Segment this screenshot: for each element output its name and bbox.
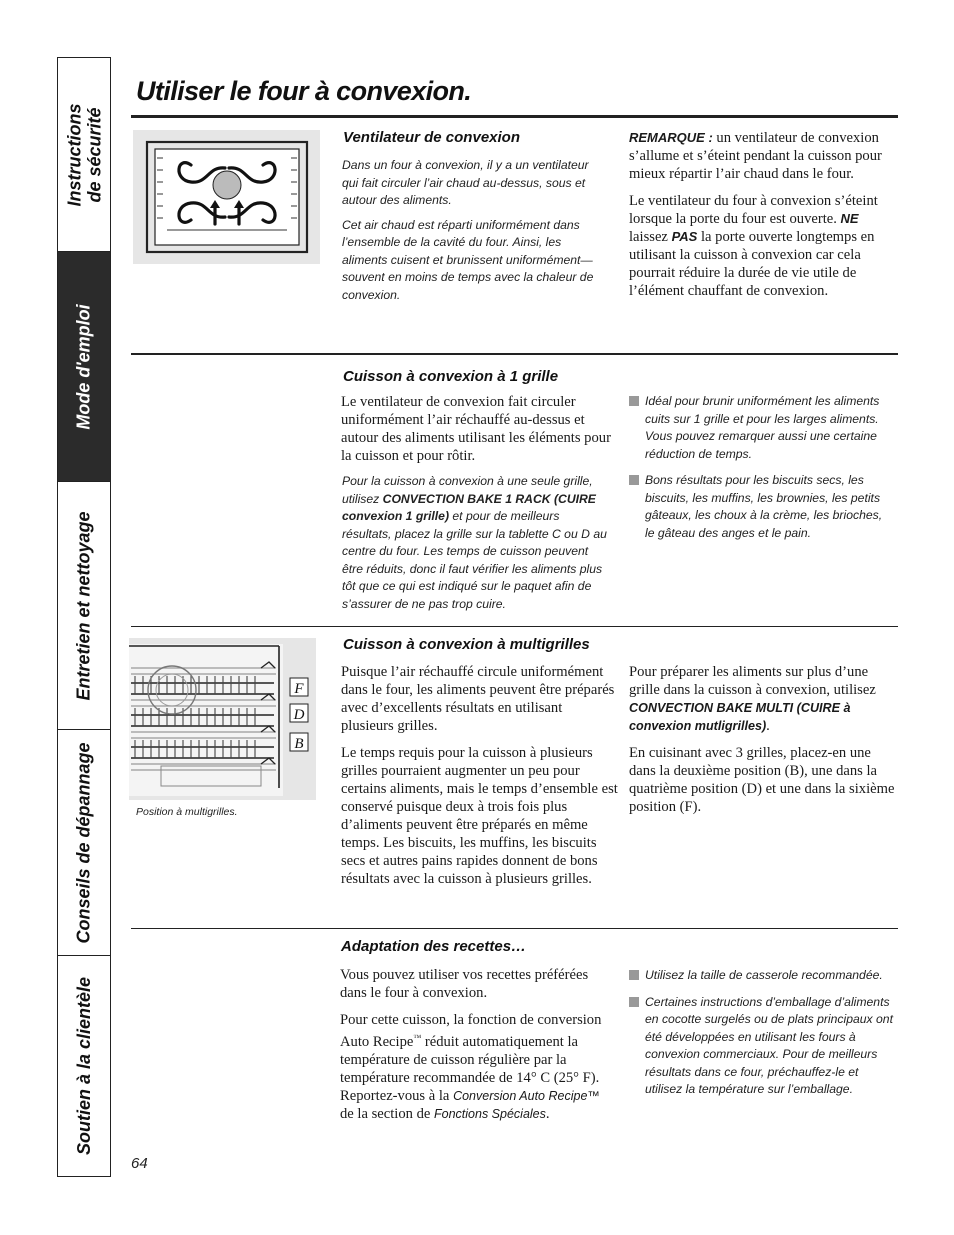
convection-bake-multi-label: CONVECTION BAKE MULTI (CUIRE à convexion mutligrilles) [629,701,851,733]
section-heading-adaptation: Adaptation des recettes… [341,938,527,955]
section3-paragraph: Puisque l’air réchauffé circule uniformément dans le four, les aliments peuvent être préparés avec d’excellents résultats en utilisant plusieurs grilles. [341,664,615,734]
bullet-item: Bons résultats pour les biscuits secs, les biscuits, les muffins, les brownies, les petits gâteaux, les choux à la crème, les brioches, le gâteau des anges et le pain. [629,472,894,542]
section3-body-right: Pour préparer les aliments sur plus d’une grille dans la cuisson à convexion, utilisez CONVECTION BAKE MULTI (CUIRE à convexion mutligrilles). En cuisinant avec 3 grilles, placez-en une dans la deuxième position (B), une dans la quatrième position (D) et une dans la sixième position (F). [629,663,900,825]
rack-label-d: D [293,707,305,723]
section4-bullets [629,967,897,1108]
side-navigation [57,57,111,1177]
section-heading-cuisson-1-grille: Cuisson à convexion à 1 grille [343,368,559,385]
section3-paragraph: Le temps requis pour la cuisson à plusieurs grilles pourraient augmenter un peu pour certains aliments, mais le temps d’ensemble est conservé puisque deux à trois fois plus d’aliments peuvent être préparés en même temps. Les biscuits, les muffins, les biscuits secs et autres pains rapides donnent de bons résultats avec la cuisson à plusieurs grilles. [341,745,618,887]
convection-bake-1-rack-label: CONVECTION BAKE 1 RACK (CUIRE convexion 1 grille) [342,491,596,523]
tab-label: Conseils de dépannage [74,741,94,944]
tab-label: Mode d'emploi [74,303,94,430]
section-heading-multigrilles: Cuisson à convexion à multigrilles [343,636,590,653]
section1-intro [342,157,608,311]
section-heading-ventilateur: Ventilateur de convexion [343,129,520,146]
section3-body-left [341,663,618,897]
tab-label: Soutien à la clientèle [74,976,94,1156]
tab-instructions-securite[interactable] [58,58,110,252]
remark-text: un ventilateur de convexion s’allume et s’éteint pendant la cuisson pour mieux répartir l’air chaud dans le four. [629,130,882,182]
bullet-square-icon [629,970,639,980]
section4-paragraph: Vous pouvez utiliser vos recettes préférées dans le four à convexion. [340,967,589,1001]
rack-label-b: B [294,736,304,752]
section2-instructions: Pour la cuisson à convexion à une seule grille, utilisez CONVECTION BAKE 1 RACK (CUIRE convexion 1 grille) et pour de meilleurs résultats, placez la grille sur la tablette C ou D au centre du four. Les temps de cuisson peuvent être réduits, donc il faut vérifier les aliments plus tôt que ce qui est indiqué sur le paquet afin de s’assurer de ne pas trop cuire. [342,474,607,611]
bullet-square-icon [629,997,639,1007]
rack-label-f: F [294,681,304,697]
section1-paragraph: Cet air chaud est réparti uniformément dans l’ensemble de la cavité du four. Ainsi, les aliments cuisent et brunissent uniformément—souvent en moins de temps avec la chaleur de convexion. [342,217,594,302]
bullet-item: Certaines instructions d’emballage d’aliments en cocotte surgelés ou de plats principaux ont été développées en utilisant les fours à convexion commerciaux. Pour de meilleurs résultats dans ce four, préchauffez-le et utilisez la température sur l’emballage. [629,994,897,1099]
figure-caption: Position à multigrilles. [136,806,238,818]
section-divider [131,928,898,929]
bullet-square-icon [629,396,639,406]
section2-body [341,393,616,474]
tab-label: Instructions de sécurité [64,102,105,207]
convection-fan-illustration [133,130,320,264]
section-divider [131,626,898,627]
title-rule [131,115,898,118]
bullet-item: Idéal pour brunir uniformément les aliments cuits sur 1 grille et pour les larges aliments. Vous pouvez remarquer aussi une certaine réduction de temps. [629,393,894,463]
bullet-item: Utilisez la taille de casserole recommandée. [629,967,897,985]
multi-rack-illustration [129,638,316,800]
tab-entretien-nettoyage[interactable] [58,482,110,730]
section2-bullets [629,393,894,551]
section4-body: Vous pouvez utiliser vos recettes préférées dans le four à convexion. Pour cette cuisson, la fonction de conversion Auto Recipe™ réduit automatiquement la température de cuisson régulière par la température recommandée de 14° C (25° F). Reportez-vous à la Conversion Auto Recipe™ de la section de Fonctions Spéciales. [340,966,615,1132]
page-title: Utiliser le four à convexion. [136,76,472,106]
section1-remarks: REMARQUE : un ventilateur de convexion s’allume et s’éteint pendant la cuisson pour mieux répartir l’air chaud dans le four. Le ventilateur du four à convexion s’éteint lorsque la porte du four est ouverte. NE laissez PAS la porte ouverte longtemps en utilisant la cuisson à convexion car cela pourrait réduire la durée de vie utile de l’élément chauffant de convexion. [629,130,882,299]
bullet-square-icon [629,475,639,485]
section-divider [131,353,898,355]
tab-mode-emploi[interactable] [58,252,110,482]
tab-label: Entretien et nettoyage [74,510,95,701]
section1-paragraph: Dans un four à convexion, il y a un ventilateur qui fait circuler l’air chaud au-dessus, sous et autour des aliments. [342,158,589,207]
page-number: 64 [131,1155,148,1172]
tab-soutien-clientele[interactable] [58,956,110,1176]
tab-conseils-depannage[interactable] [58,730,110,956]
section2-paragraph: Le ventilateur de convexion fait circuler uniformément l’air réchauffé au-dessus et autour des aliments utilisant les éléments pour la cuisson et pour rôtir. [341,394,611,464]
section3-paragraph: En cuisinant avec 3 grilles, placez-en une dans la deuxième position (B), une dans la quatrième position (D) et une dans la sixième position (F). [629,745,895,815]
remark-label: REMARQUE : [629,130,713,145]
